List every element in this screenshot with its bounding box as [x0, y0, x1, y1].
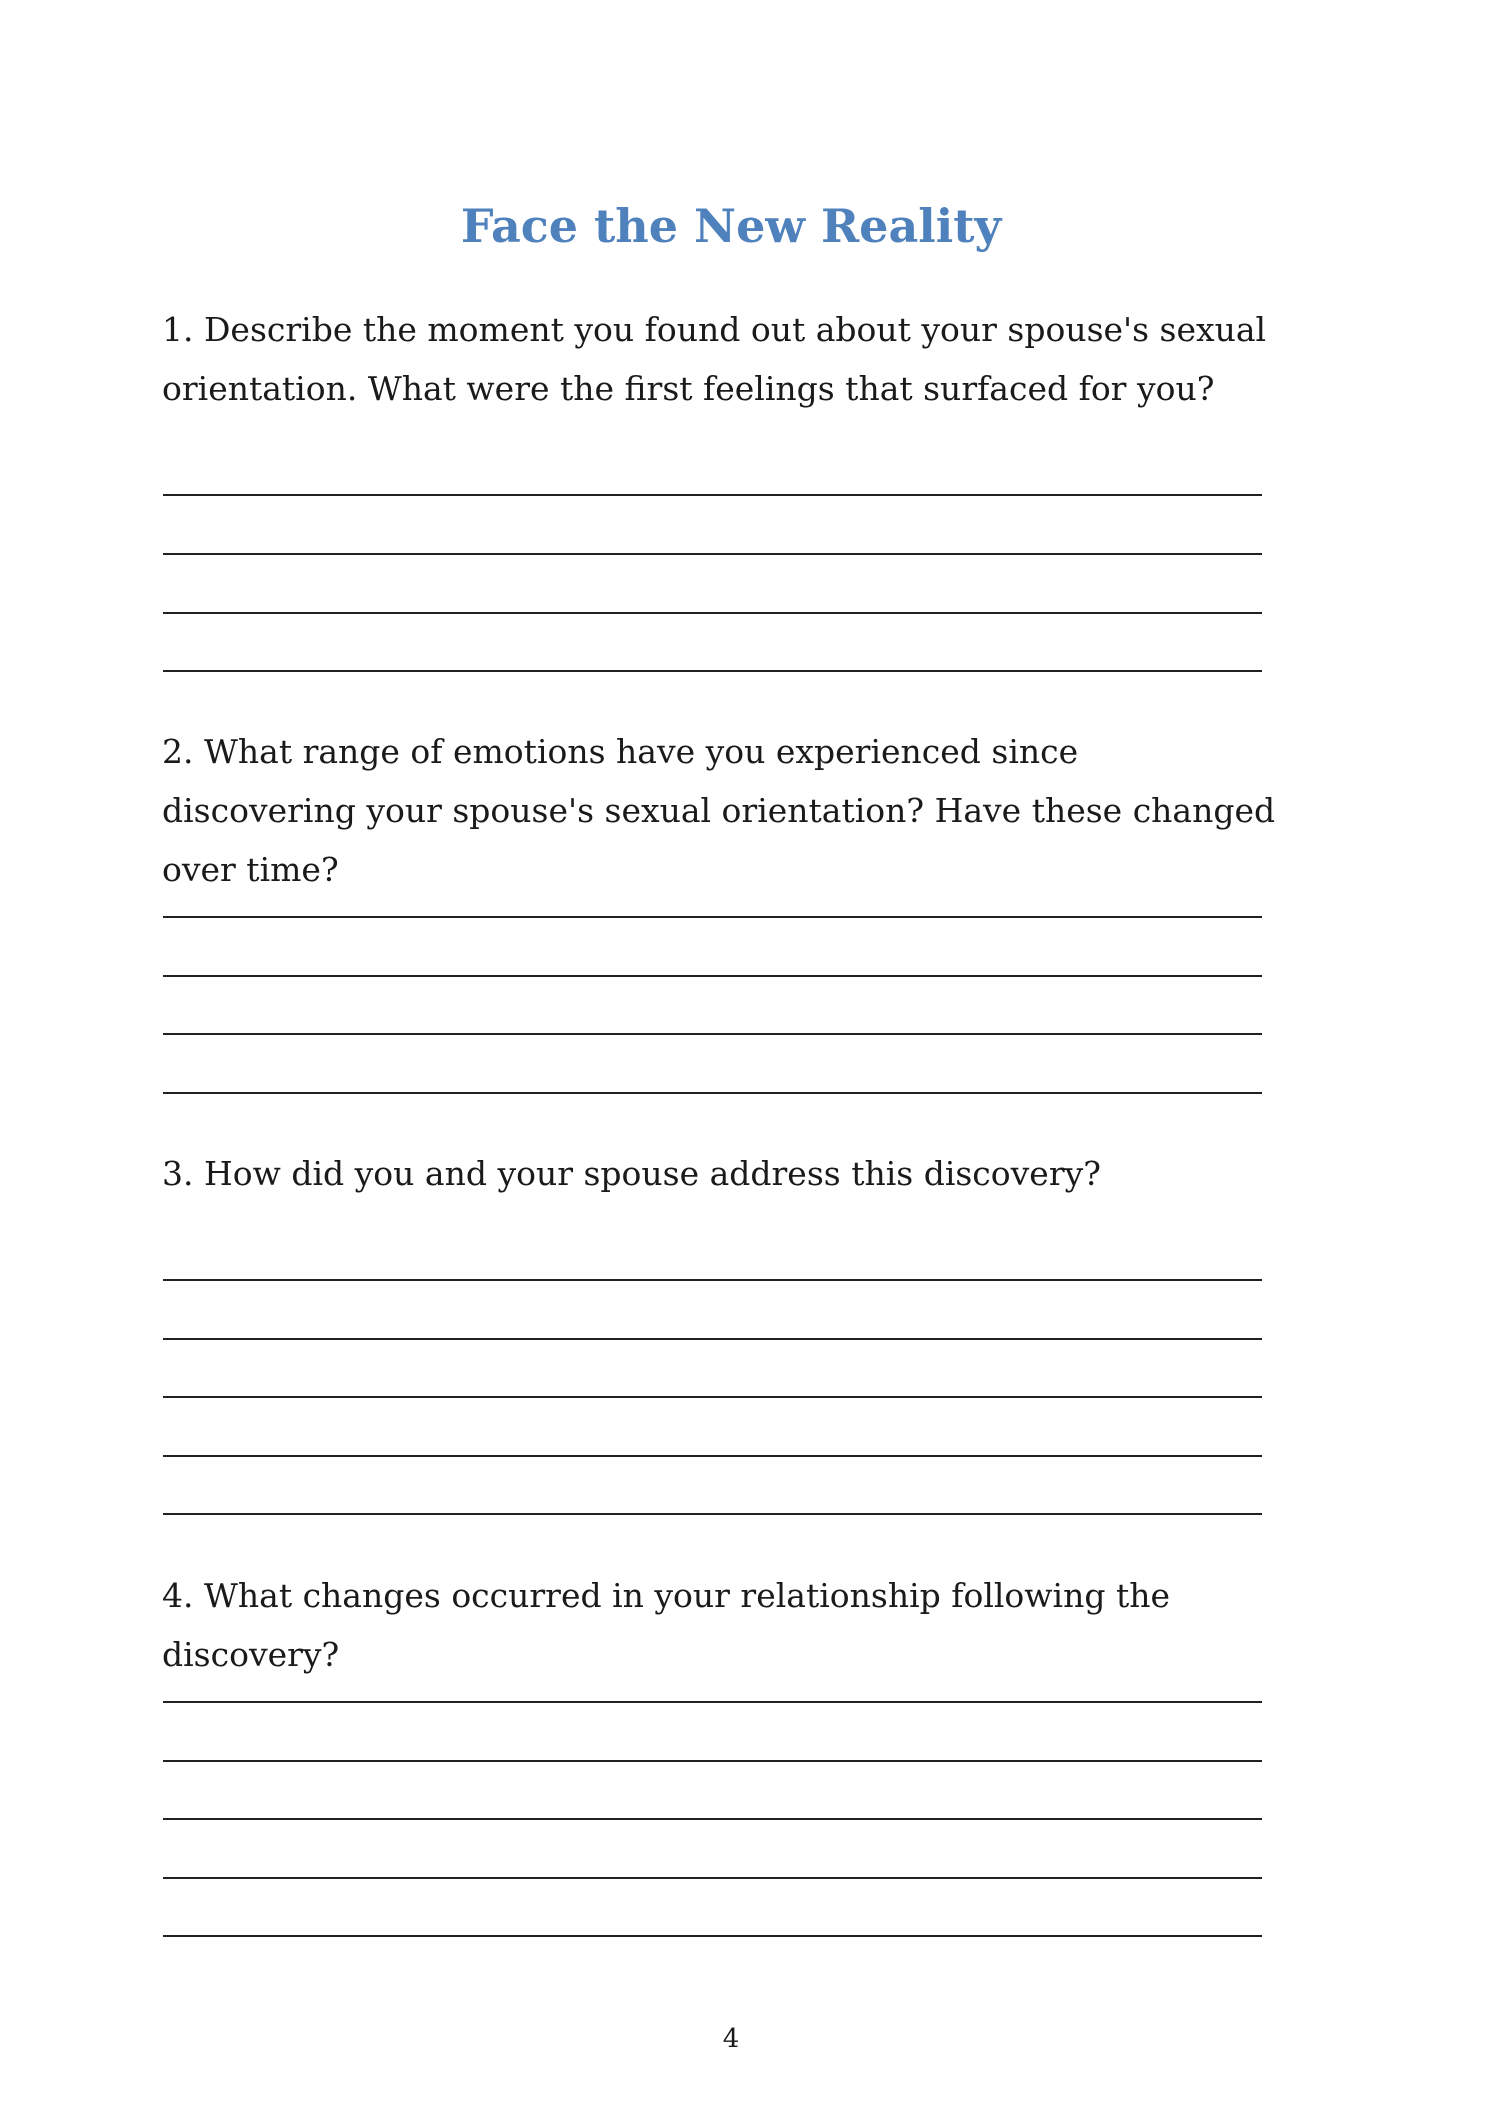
- answer-line-q3-4[interactable]: [163, 1455, 1262, 1457]
- answer-line-q1-4[interactable]: [163, 670, 1262, 672]
- page-title: Face the New Reality: [460, 199, 1002, 253]
- answer-line-q3-3[interactable]: [163, 1396, 1262, 1398]
- answer-line-q2-2[interactable]: [163, 975, 1262, 977]
- answer-line-q2-3[interactable]: [163, 1033, 1262, 1035]
- answer-line-q4-2[interactable]: [163, 1760, 1262, 1762]
- question-3: 3. How did you and your spouse address this discovery?: [162, 1154, 1101, 1193]
- answer-line-q1-3[interactable]: [163, 612, 1262, 614]
- answer-line-q3-2[interactable]: [163, 1338, 1262, 1340]
- question-2: 2. What range of emotions have you experienced since discovering your spouse's sexual orientation? Have these changed over time?: [162, 732, 1276, 889]
- answer-line-q2-1[interactable]: [163, 916, 1262, 918]
- answer-line-q2-4[interactable]: [163, 1092, 1262, 1094]
- page-number: 4: [722, 2024, 740, 2054]
- answer-line-q3-5[interactable]: [163, 1513, 1262, 1515]
- answer-line-q4-1[interactable]: [163, 1701, 1262, 1703]
- answer-line-q4-3[interactable]: [163, 1818, 1262, 1820]
- question-1: 1. Describe the moment you found out about your spouse's sexual orientation. What were the first feelings that surfaced for you?: [162, 310, 1267, 408]
- answer-line-q4-5[interactable]: [163, 1935, 1262, 1937]
- answer-line-q3-1[interactable]: [163, 1279, 1262, 1281]
- answer-line-q4-4[interactable]: [163, 1877, 1262, 1879]
- answer-line-q1-1[interactable]: [163, 494, 1262, 496]
- question-4: 4. What changes occurred in your relationship following the discovery?: [162, 1576, 1171, 1674]
- answer-line-q1-2[interactable]: [163, 553, 1262, 555]
